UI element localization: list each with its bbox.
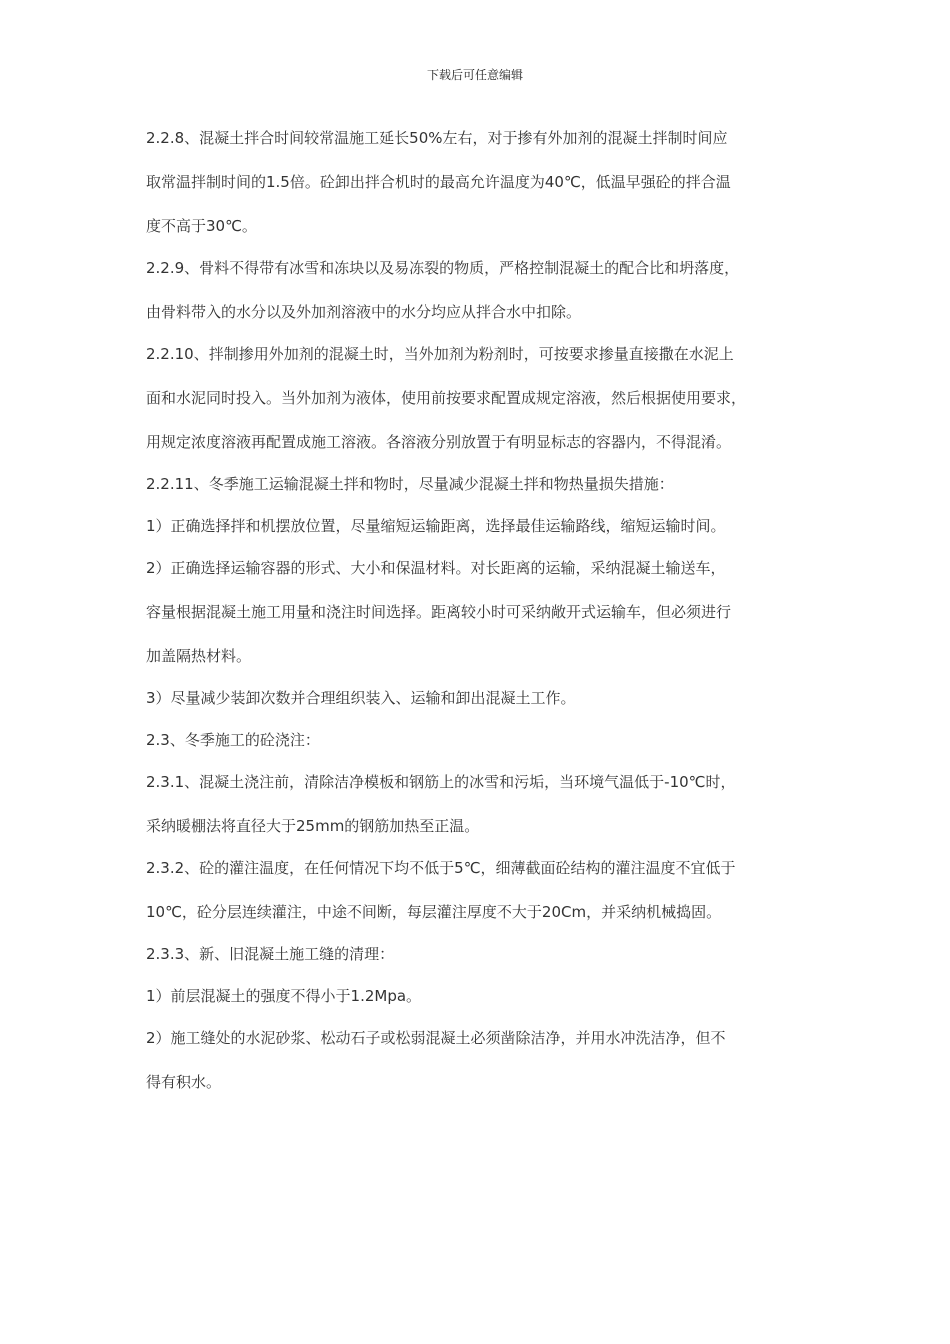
text-line: 2.3.1、混凝土浇注前，清除洁净模板和钢筋上的冰雪和污垢，当环境气温低于-10℃时， bbox=[146, 773, 736, 791]
text-line: 2.3、冬季施工的砼浇注： bbox=[146, 731, 320, 749]
text-line: 面和水泥同时投入。当外加剂为液体，使用前按要求配置成规定溶液，然后根据使用要求， bbox=[146, 389, 747, 407]
text-line: 得有积水。 bbox=[146, 1073, 222, 1091]
text-line: 2.2.10、拌制掺用外加剂的混凝土时，当外加剂为粉剂时，可按要求掺量直接撒在水泥上 bbox=[146, 345, 734, 363]
page-header: 下载后可任意编辑 bbox=[426, 68, 523, 82]
text-line: 1）正确选择拌和机摆放位置，尽量缩短运输距离，选择最佳运输路线，缩短运输时间。 bbox=[146, 517, 726, 535]
text-line: 1）前层混凝土的强度不得小于1.2Mpa。 bbox=[146, 987, 422, 1005]
text-line: 取常温拌制时间的1.5倍。砼卸出拌合机时的最高允许温度为40℃，低温早强砼的拌合温 bbox=[146, 173, 731, 191]
text-line: 度不高于30℃。 bbox=[146, 217, 257, 235]
text-line: 2）施工缝处的水泥砂浆、松动石子或松弱混凝土必须凿除洁净，并用水冲洗洁净，但不 bbox=[146, 1029, 726, 1047]
text-line: 由骨料带入的水分以及外加剂溶液中的水分均应从拌合水中扣除。 bbox=[146, 303, 582, 321]
text-line: 2.3.3、新、旧混凝土施工缝的清理： bbox=[146, 945, 395, 963]
text-line: 10℃，砼分层连续灌注，中途不间断，每层灌注厚度不大于20Cm，并采纳机械捣固。 bbox=[146, 903, 722, 921]
text-line: 2.2.9、骨料不得带有冰雪和冻块以及易冻裂的物质，严格控制混凝土的配合比和坍落度， bbox=[146, 259, 740, 277]
text-line: 用规定浓度溶液再配置成施工溶液。各溶液分别放置于有明显标志的容器内，不得混淆。 bbox=[146, 433, 732, 451]
document-body bbox=[146, 124, 814, 1112]
text-line: 2.2.11、冬季施工运输混凝土拌和物时，尽量减少混凝土拌和物热量损失措施： bbox=[146, 475, 674, 493]
text-line: 3）尽量减少装卸次数并合理组织装入、运输和卸出混凝土工作。 bbox=[146, 689, 576, 707]
text-line: 2.2.8、混凝土拌合时间较常温施工延长50%左右，对于掺有外加剂的混凝土拌制时间应 bbox=[146, 129, 728, 147]
text-line: 加盖隔热材料。 bbox=[146, 647, 252, 665]
text-line: 2）正确选择运输容器的形式、大小和保温材料。对长距离的运输，采纳混凝土输送车， bbox=[146, 559, 726, 577]
text-line: 采纳暖棚法将直径大于25mm的钢筋加热至正温。 bbox=[146, 817, 480, 835]
text-line: 容量根据混凝土施工用量和浇注时间选择。距离较小时可采纳敞开式运输车，但必须进行 bbox=[146, 603, 732, 621]
text-line: 2.3.2、砼的灌注温度，在任何情况下均不低于5℃，细薄截面砼结构的灌注温度不宜低于 bbox=[146, 859, 736, 877]
